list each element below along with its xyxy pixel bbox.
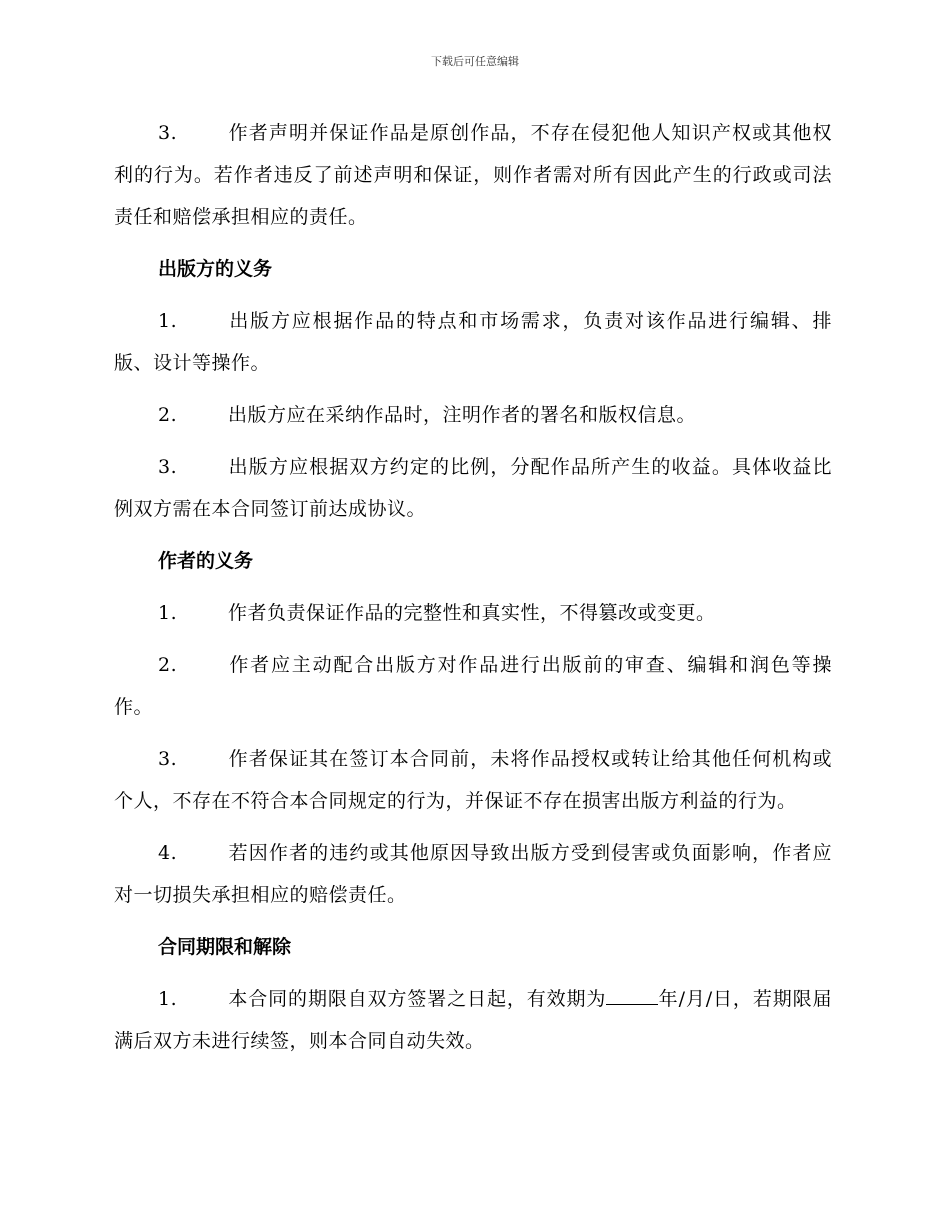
clause-text: 若因作者的违约或其他原因导致出版方受到侵害或负面影响，作者应对一切损失承担相应的赔偿责任。: [114, 842, 832, 906]
clause-number: 4.: [158, 842, 178, 864]
clause-number: 3.: [158, 122, 178, 144]
section-heading-term-termination: 合同期限和解除: [158, 936, 292, 958]
clause-item: [114, 394, 832, 436]
clause-number: 2.: [158, 654, 178, 676]
clause-number: 1.: [158, 602, 178, 624]
clause-text: 作者负责保证作品的完整性和真实性，不得篡改或变更。: [228, 602, 716, 624]
clause-item: [114, 644, 832, 728]
page-header-note: 下载后可任意编辑: [431, 55, 519, 68]
clause-text: 出版方应根据双方约定的比例，分配作品所产生的收益。具体收益比例双方需在本合同签订前达成协议。: [114, 456, 832, 520]
clause-text: 作者声明并保证作品是原创作品，不存在侵犯他人知识产权或其他权利的行为。若作者违反了前述声明和保证，则作者需对所有因此产生的行政或司法责任和赔偿承担相应的责任。: [114, 122, 832, 228]
clause-item: [114, 446, 832, 530]
clause-text: 作者保证其在签订本合同前，未将作品授权或转让给其他任何机构或个人，不存在不符合本合同规定的行为，并保证不存在损害出版方利益的行为。: [114, 748, 832, 812]
fill-in-blank: [606, 986, 658, 1005]
clause-item: [114, 978, 832, 1062]
clause-item: [114, 832, 832, 916]
document-body: [114, 112, 832, 1072]
clause-text: 作者应主动配合出版方对作品进行出版前的审查、编辑和润色等操作。: [114, 654, 832, 718]
clause-item: [114, 592, 832, 634]
clause-text-after-blank: 年/月/日，若期限届满后双方未进行续签，则本合同自动失效。: [114, 988, 832, 1052]
clause-text-before-blank: 本合同的期限自双方签署之日起，有效期为: [228, 988, 607, 1010]
clause-text: 出版方应在采纳作品时，注明作者的署名和版权信息。: [228, 404, 697, 426]
clause-number: 3.: [158, 456, 178, 478]
clause-number: 2.: [158, 404, 178, 426]
clause-item: [114, 112, 832, 238]
clause-item: [114, 300, 832, 384]
section-heading-author-obligations: 作者的义务: [158, 550, 254, 572]
clause-text: 出版方应根据作品的特点和市场需求，负责对该作品进行编辑、排版、设计等操作。: [114, 310, 832, 374]
clause-item: [114, 738, 832, 822]
clause-number: 3.: [158, 748, 178, 770]
clause-number: 1.: [158, 310, 178, 332]
section-heading-publisher-obligations: 出版方的义务: [158, 258, 273, 280]
clause-number: 1.: [158, 988, 178, 1010]
